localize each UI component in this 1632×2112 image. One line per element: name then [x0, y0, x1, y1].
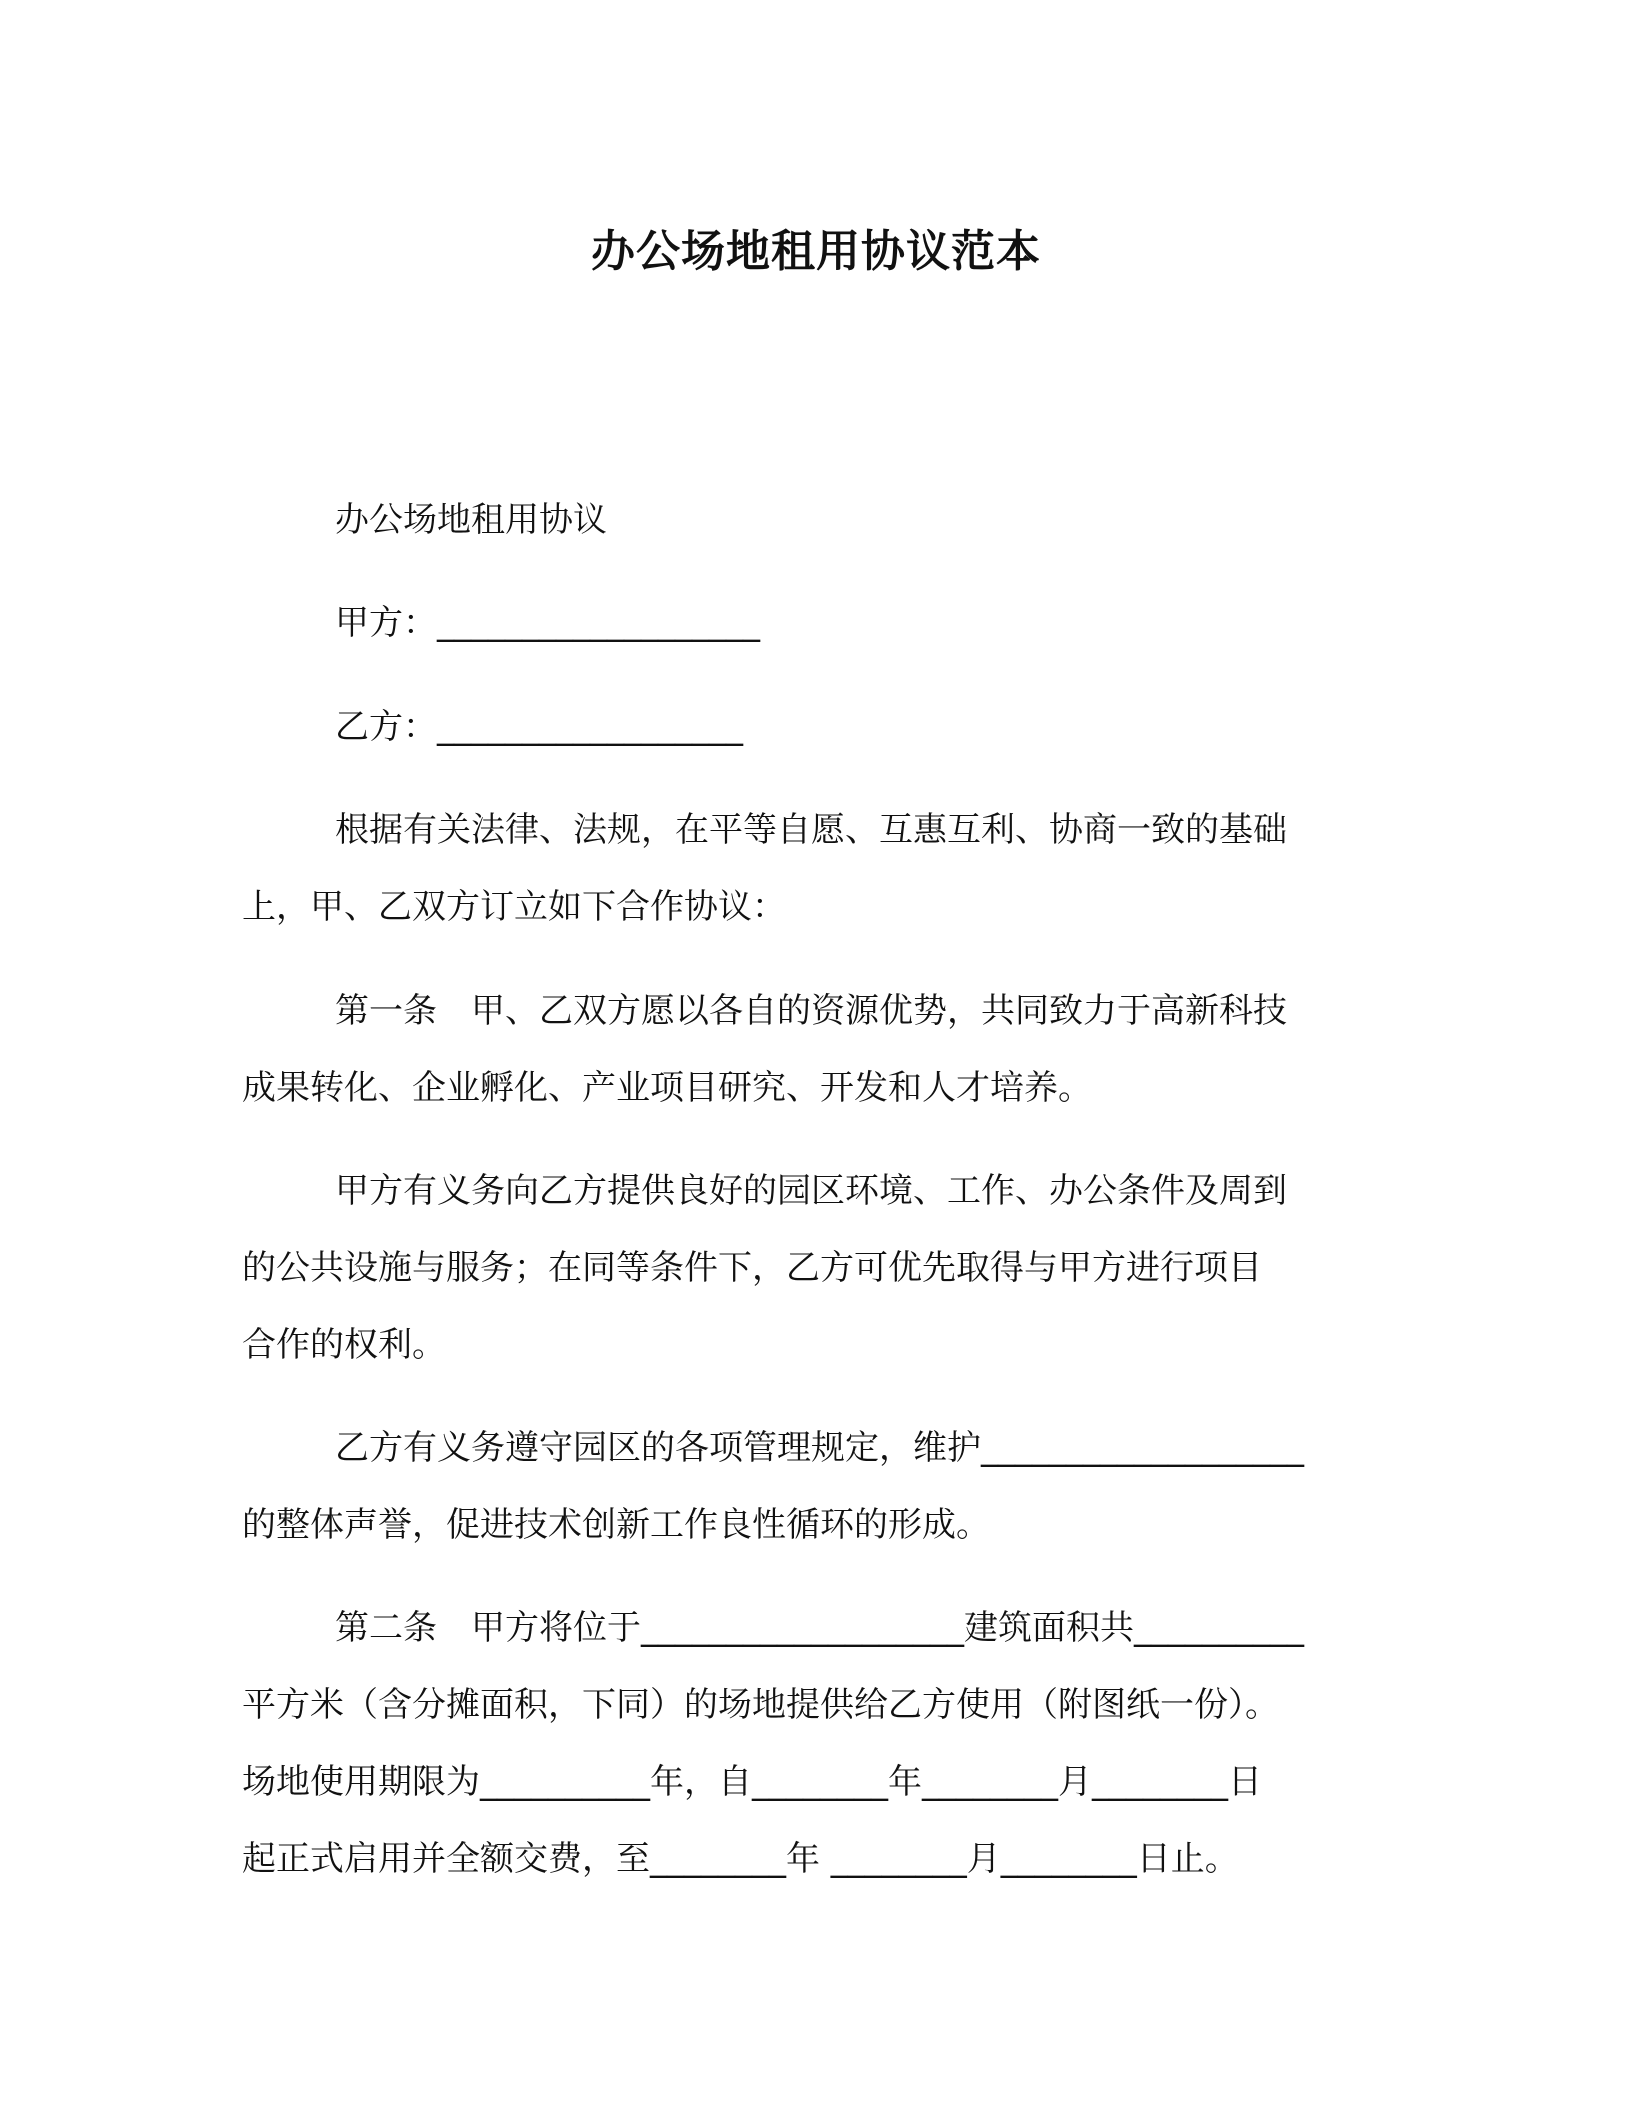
article-1-line-2: 成果转化、企业孵化、产业项目研究、开发和人才培养。 [242, 1068, 1092, 1108]
party-a-line: 甲方：___________________ [335, 603, 760, 643]
article-2-line-3: 场地使用期限为__________年，自________年________月________日 [242, 1762, 1262, 1802]
preamble-line-2: 上，甲、乙双方订立如下合作协议： [242, 887, 786, 927]
article-1-line-1: 第一条 甲、乙双方愿以各自的资源优势，共同致力于高新科技 [335, 991, 1287, 1031]
party-b-line: 乙方：__________________ [335, 707, 743, 747]
document-title: 办公场地租用协议范本 [591, 226, 1041, 277]
party-a-duty-line-3: 合作的权利。 [242, 1325, 446, 1365]
article-2-line-1: 第二条 甲方将位于___________________建筑面积共__________ [335, 1608, 1304, 1648]
article-2-line-2: 平方米（含分摊面积，下同）的场地提供给乙方使用（附图纸一份）。 [242, 1685, 1279, 1725]
agreement-heading: 办公场地租用协议 [335, 500, 607, 540]
preamble-line-1: 根据有关法律、法规，在平等自愿、互惠互利、协商一致的基础 [335, 810, 1287, 850]
party-b-duty-line-1: 乙方有义务遵守园区的各项管理规定，维护___________________ [335, 1428, 1304, 1468]
party-a-duty-line-2: 的公共设施与服务；在同等条件下，乙方可优先取得与甲方进行项目 [242, 1248, 1262, 1288]
party-b-duty-line-2: 的整体声誉，促进技术创新工作良性循环的形成。 [242, 1505, 990, 1545]
party-a-duty-line-1: 甲方有义务向乙方提供良好的园区环境、工作、办公条件及周到 [335, 1171, 1287, 1211]
article-2-line-4: 起正式启用并全额交费，至________年 ________月________日止。 [242, 1839, 1239, 1879]
